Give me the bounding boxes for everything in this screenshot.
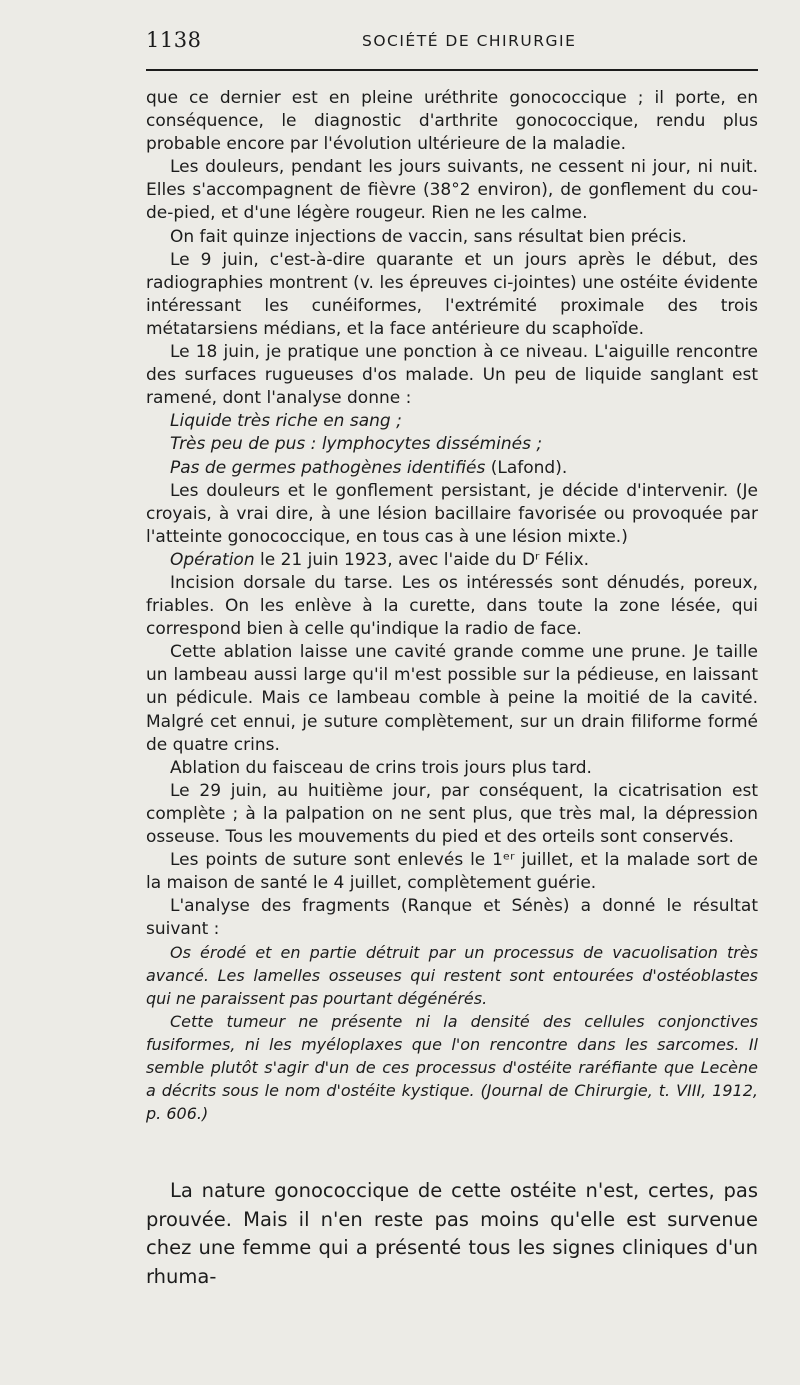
paragraph: Les points de suture sont enlevés le 1ᵉʳ juillet, et la malade sort de la maison de santé le 4 juillet, complètement guérie.	[146, 850, 758, 894]
paragraph: Le 18 juin, je pratique une ponction à ce niveau. L'aiguille rencontre des surfaces rugueuses d'os malade. Un peu de liquide sanglant est ramené, dont l'analyse donne :	[146, 342, 758, 409]
operation-label: Opération	[170, 549, 255, 570]
paragraph: Le 9 juin, c'est-à-dire quarante et un jours après le début, des radiographies montrent (v. les épreuves ci-jointes) une ostéite évidente intéressant les cunéiformes, l'extrémité proximale des trois métatarsiens médians, et la face antérieure du scaphoïde.	[146, 249, 758, 339]
lab-paragraph: Cette tumeur ne présente ni la densité des cellules conjonctives fusiformes, ni les myéloplaxes que l'on rencontre dans les sarcomes. Il semble plutôt s'agir d'un de ces processus d'ostéite raréfiante que Lecène a décrits sous le nom d'ostéite kystique. (Journal de Chirurgie, t. VIII, 1912, p. 606.)	[146, 1012, 758, 1124]
lab-report	[146, 941, 758, 1125]
paragraph: Incision dorsale du tarse. Les os intéressés sont dénudés, poreux, friables. On les enlève à la curette, dans toute la zone lésée, qui correspond bien à celle qu'indique la radio de face.	[146, 572, 758, 640]
paragraph: Les douleurs et le gonflement persistant, je décide d'intervenir. (Je croyais, à vrai dire, à une lésion bacillaire favorisée ou provoquée par l'atteinte gonococcique, en tous cas à une lésion mixte.)	[146, 480, 758, 547]
result-line	[146, 457, 758, 480]
page-header	[146, 28, 758, 56]
page-number: 1138	[146, 28, 202, 52]
paragraph: Les douleurs, pendant les jours suivants, ne cessent ni jour, ni nuit. Elles s'accompagnent de fièvre (38°2 environ), de gonflement du cou-de-pied, et d'une légère rougeur. Rien ne les calme.	[146, 157, 758, 224]
operation-text: le 21 juin 1923, avec l'aide du Dʳ Félix.	[254, 549, 590, 570]
lab-paragraph: Os érodé et en partie détruit par un processus de vacuolisation très avancé. Les lamelles osseuses qui restent sont entourées d'ostéoblastes qui ne paraissent pas pourtant dégénérés.	[146, 943, 758, 1009]
paragraph: La nature gonococcique de cette ostéite n'est, certes, pas prouvée. Mais il n'en reste pas moins qu'elle est survenue chez une femme qui a présenté tous les signes cliniques d'un rhuma-	[146, 1179, 758, 1288]
running-title: SOCIÉTÉ DE CHIRURGIE	[362, 32, 577, 50]
paragraph: On fait quinze injections de vaccin, sans résultat bien précis.	[170, 226, 687, 247]
result-line-rest: (Lafond).	[485, 457, 568, 478]
paragraph: que ce dernier est en pleine uréthrite gonococcique ; il porte, en conséquence, le diagnostic d'arthrite gonococcique, rendu plus probable encore par l'évolution ultérieure de la maladie.	[146, 88, 758, 155]
result-line-italic: Pas de germes pathogènes identifiés	[170, 457, 486, 478]
body-text	[146, 87, 758, 1125]
closing-text	[146, 1177, 758, 1291]
paragraph: Ablation du faisceau de crins trois jours plus tard.	[170, 757, 592, 778]
result-line: Très peu de pus : lymphocytes disséminés ;	[170, 434, 543, 455]
paragraph: L'analyse des fragments (Ranque et Sénès) a donné le résultat suivant :	[146, 896, 758, 940]
paragraph	[146, 549, 758, 572]
paragraph: Cette ablation laisse une cavité grande comme une prune. Je taille un lambeau aussi large qu'il m'est possible sur la pédieuse, en laissant un pédicule. Mais ce lambeau comble à peine la moitié de la cavité. Malgré cet ennui, je suture complètement, sur un drain filiforme formé de quatre crins.	[146, 642, 758, 755]
paragraph: Le 29 juin, au huitième jour, par conséquent, la cicatrisation est complète ; à la palpation on ne sent plus, que très mal, la dépression osseuse. Tous les mouvements du pied et des orteils sont conservés.	[146, 780, 758, 847]
result-line: Liquide très riche en sang ;	[170, 411, 402, 432]
header-rule	[146, 69, 758, 71]
